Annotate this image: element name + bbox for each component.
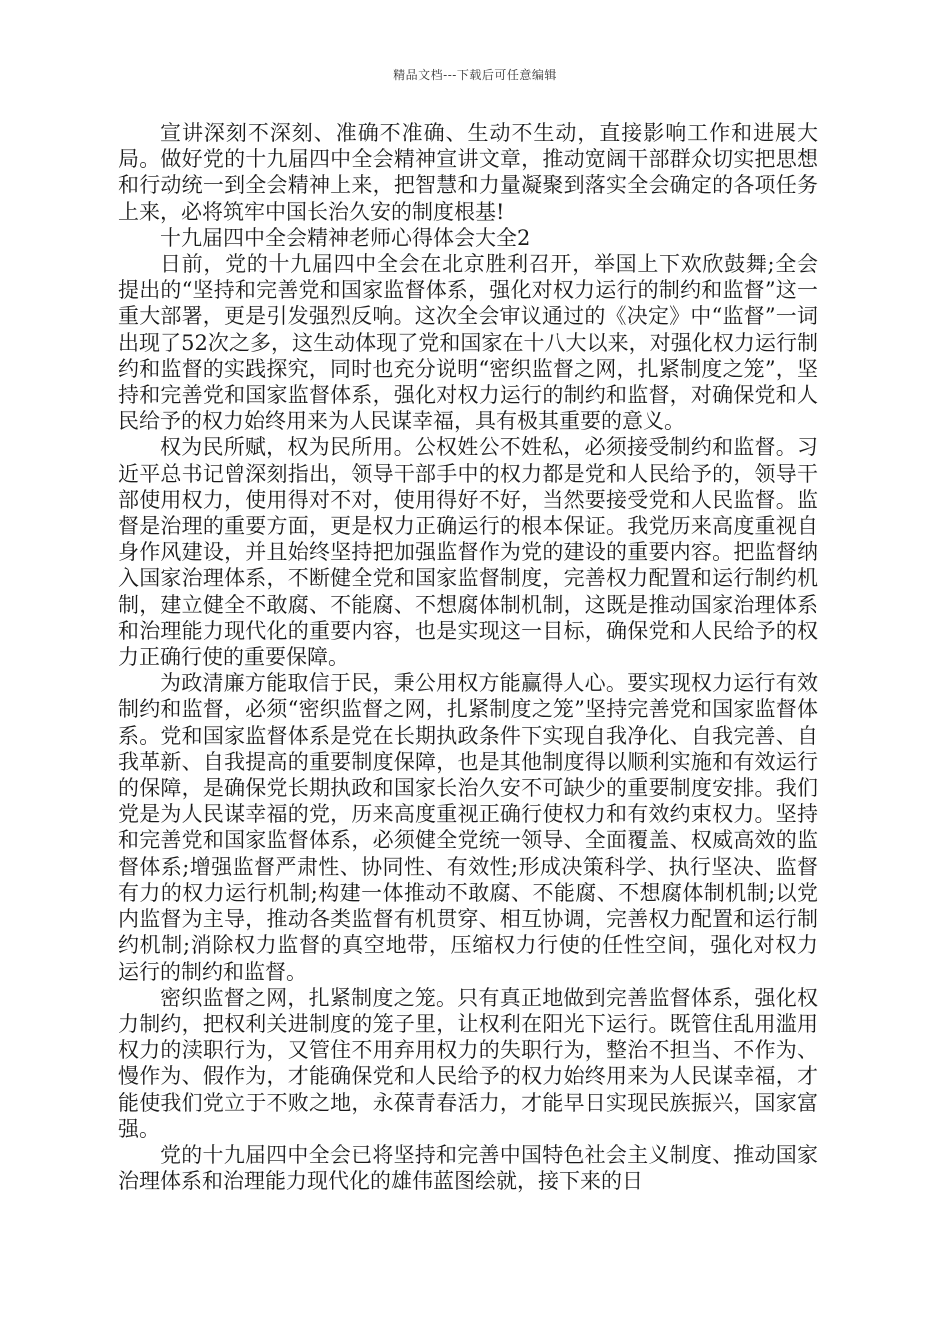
paragraph-2: 日前，党的十九届四中全会在北京胜利召开，举国上下欢欣鼓舞;全会提出的“坚持和完善党和国家监督体系，强化对权力运行的制约和监督”这一重大部署，更是引发强烈反响。这次全会审议通过的《决定》中“监督”一词出现了52次之多，这生动体现了党和国家在十八大以来，对强化权力运行制约和监督的实践探究，同时也充分说明“密织监督之网，扎紧制度之笼”，坚持和完善党和国家监督体系，强化对权力运行的制约和监督，对确保党和人民给予的权力始终用来为人民谋幸福，具有极其重要的意义。 bbox=[118, 252, 818, 434]
document-body bbox=[118, 120, 818, 1194]
section-heading: 十九届四中全会精神老师心得体会大全2 bbox=[160, 225, 531, 250]
page-header: 精品文档---下载后可任意编辑 bbox=[393, 68, 557, 82]
paragraph-1: 宣讲深刻不深刻、准确不准确、生动不生动，直接影响工作和进展大局。做好党的十九届四中全会精神宣讲文章，推动宽阔干部群众切实把思想和行动统一到全会精神上来，把智慧和力量凝聚到落实全会确定的各项任务上来，必将筑牢中国长治久安的制度根基! bbox=[118, 121, 818, 224]
paragraph-4: 为政清廉方能取信于民，秉公用权方能赢得人心。要实现权力运行有效制约和监督，必须“密织监督之网，扎紧制度之笼”坚持完善党和国家监督体系。党和国家监督体系是党在长期执政条件下实现自我净化、自我完善、自我革新、自我提高的重要制度保障，也是其他制度得以顺利实施和有效运行的保障，是确保党长期执政和国家长治久安不可缺少的重要制度安排。我们党是为人民谋幸福的党，历来高度重视正确行使权力和有效约束权力。坚持和完善党和国家监督体系，必须健全党统一领导、全面覆盖、权威高效的监督体系;增强监督严肃性、协同性、有效性;形成决策科学、执行坚决、监督有力的权力运行机制;构建一体推动不敢腐、不能腐、不想腐体制机制;以党内监督为主导，推动各类监督有机贯穿、相互协调，完善权力配置和运行制约机制;消除权力监督的真空地带，压缩权力行使的任性空间，强化对权力运行的制约和监督。 bbox=[118, 671, 818, 984]
paragraph-5: 密织监督之网，扎紧制度之笼。只有真正地做到完善监督体系，强化权力制约，把权利关进制度的笼子里，让权利在阳光下运行。既管住乱用滥用权力的渎职行为，又管住不用弃用权力的失职行为，整治不担当、不作为、慢作为、假作为，才能确保党和人民给予的权力始终用来为人民谋幸福，才能使我们党立于不败之地，永葆青春活力，才能早日实现民族振兴，国家富强。 bbox=[118, 985, 818, 1141]
paragraph-3: 权为民所赋，权为民所用。公权姓公不姓私，必须接受制约和监督。习近平总书记曾深刻指出，领导干部手中的权力都是党和人民给予的，领导干部使用权力，使用得对不对，使用得好不好，当然要接受党和人民监督。监督是治理的重要方面，更是权力正确运行的根本保证。我党历来高度重视自身作风建设，并且始终坚持把加强监督作为党的建设的重要内容。把监督纳入国家治理体系，不断健全党和国家监督制度，完善权力配置和运行制约机制，建立健全不敢腐、不能腐、不想腐体制机制，这既是推动国家治理体系和治理能力现代化的重要内容，也是实现这一目标，确保党和人民给予的权力正确行使的重要保障。 bbox=[118, 435, 818, 670]
paragraph-6: 党的十九届四中全会已将坚持和完善中国特色社会主义制度、推动国家治理体系和治理能力现代化的雄伟蓝图绘就，接下来的日 bbox=[118, 1142, 818, 1194]
